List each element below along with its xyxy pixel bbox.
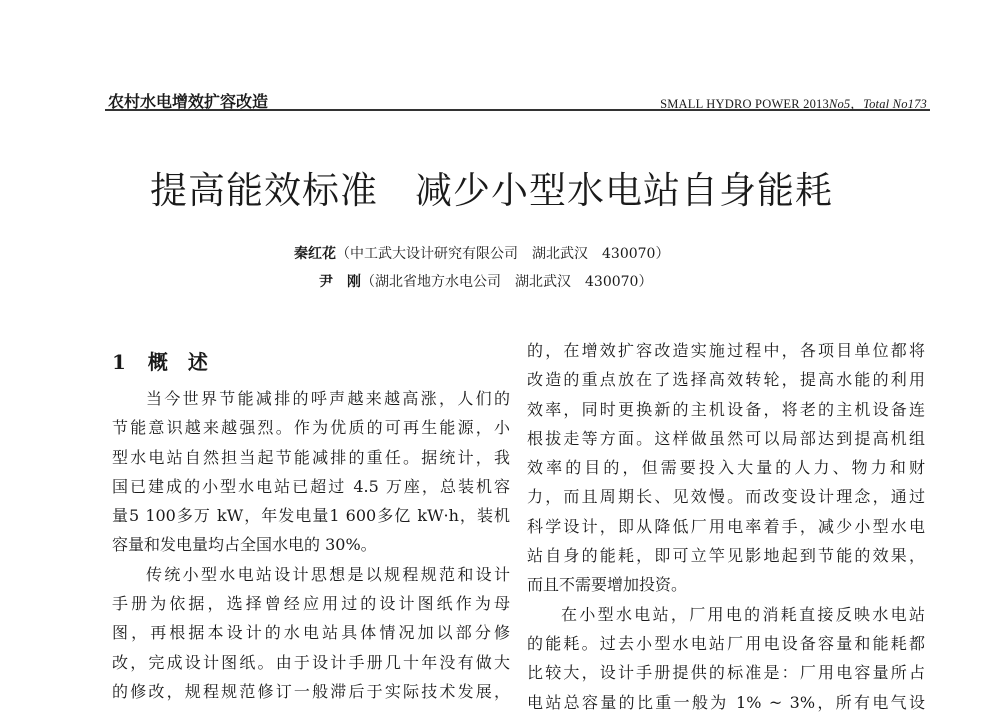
text-line: 而且不需要增加投资。 [527,575,688,595]
section-heading [112,346,208,375]
text-line: 力，而且周期长、见效慢。而改变设计理念，通过 [527,487,925,507]
text-line: 效率的目的，但需要投入大量的人力、物力和财 [527,458,925,478]
text-line: 的，在增效扩容改造实施过程中，各项目单位都将 [527,341,925,360]
column-header: 农村水电增效扩容改造 [108,92,269,111]
author-line [319,271,652,291]
text-line: 传统小型水电站设计思想是以规程规范和设计 [146,564,510,584]
text-line: 国已建成的小型水电站已超过 4.5 万座，总装机容 [112,476,510,496]
journal-name: SMALL HYDRO POWER 2013 [660,97,829,111]
issue-number: No5 [828,97,851,111]
text-line: 站自身的能耗，即可立竿见影地起到节能的效果， [527,546,925,566]
total-separator: ， [850,97,864,111]
text-line: 的修改，规程规范修订一般滞后于实际技术发展， [112,681,510,701]
text-line: 当今世界节能减排的呼声越来越高涨，人们的 [146,389,510,408]
text-line: 图，再根据本设计的水电站具体情况加以部分修 [112,623,510,643]
text-line: 的能耗。过去小型水电站厂用电设备容量和能耗都 [527,633,925,653]
author-name: 尹 刚 [319,274,361,290]
text-line: 手册为依据，选择曾经应用过的设计图纸作为母 [112,594,510,614]
text-line: 比较大，设计手册提供的标准是：厂用电容量所占 [527,663,925,683]
text-line: 型水电站自然担当起节能减排的重任。据统计，我 [112,447,510,467]
text-line: 量5 100多万 kW，年发电量1 600多亿 kW·h，装机 [112,506,510,526]
section-number: 1 [112,350,126,374]
text-line: 效率，同时更换新的主机设备，将老的主机设备连 [527,399,925,419]
text-line: 改，完成设计图纸。由于设计手册几十年没有做大 [112,652,510,672]
section-title: 概 述 [147,350,208,374]
text-line: 电站总容量的比重一般为 1% ~ 3%，所有电气设 [527,692,925,712]
author-line [294,243,669,263]
left-column [112,384,510,706]
author-affiliation: （湖北省地方水电公司 湖北武汉 430070） [361,274,653,290]
header-rule [105,109,930,111]
right-column [527,336,925,717]
author-name: 秦红花 [294,246,336,262]
title-part1: 提高能效标准 [150,169,378,212]
text-line: 在小型水电站，厂用电的消耗直接反映水电站 [561,604,925,624]
text-line: 改造的重点放在了选择高效转轮，提高水能的利用 [527,370,925,390]
text-line: 节能意识越来越强烈。作为优质的可再生能源，小 [112,418,510,438]
article-title [150,160,833,214]
author-affiliation: （中工武大设计研究有限公司 湖北武汉 430070） [336,246,670,262]
text-line: 科学设计，即从降低厂用电率着手，减少小型水电 [527,516,925,536]
total-number: Total No173 [863,97,927,111]
title-part2: 减少小型水电站自身能耗 [415,169,833,212]
text-line: 根拔走等方面。这样做虽然可以局部达到提高机组 [527,428,925,448]
text-line: 容量和发电量均占全国水电的 30%。 [112,535,377,555]
